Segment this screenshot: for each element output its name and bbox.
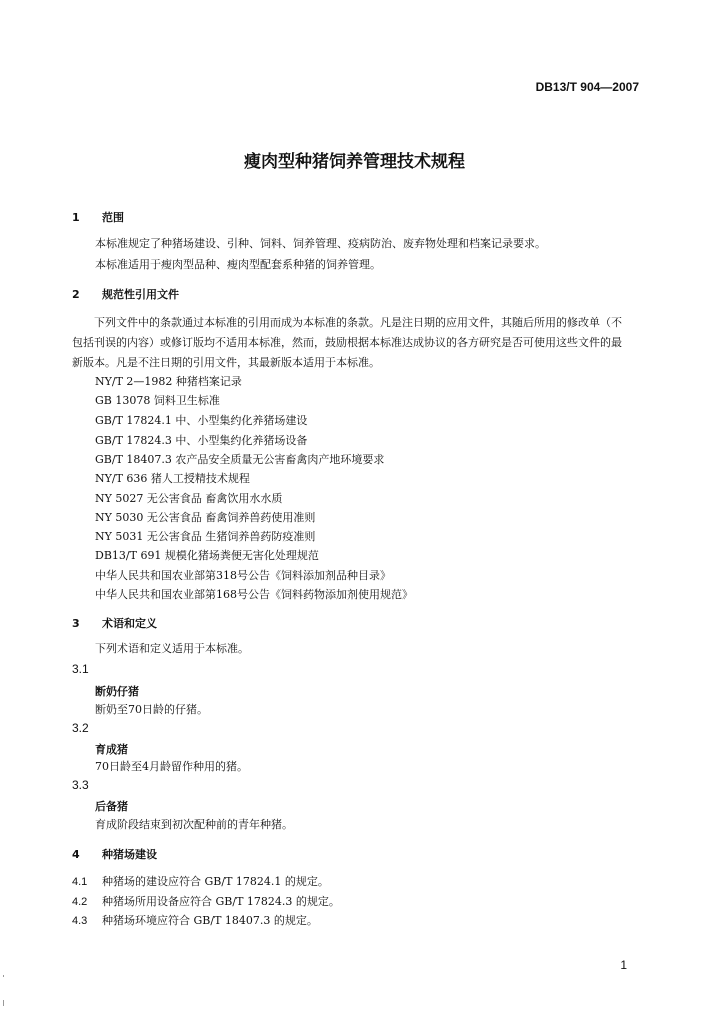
- reference-item: 中华人民共和国农业部第168号公告《饲料药物添加剂使用规范》: [95, 588, 413, 601]
- page-number: 1: [620, 958, 627, 972]
- reference-item: NY 5030 无公害食品 畜禽饲养兽药使用准则: [95, 511, 316, 524]
- paragraph: 下列术语和定义适用于本标准。: [95, 642, 249, 655]
- reference-item: NY/T 2—1982 种猪档案记录: [95, 375, 242, 388]
- section-title: 种猪场建设: [102, 848, 157, 861]
- paragraph: 本标准适用于瘦肉型品种、瘦肉型配套系种猪的饲养管理。: [95, 258, 381, 271]
- clause-text: 种猪场环境应符合 GB/T 18407.3 的规定。: [102, 914, 318, 927]
- section-3-heading: [72, 615, 157, 631]
- reference-item: DB13/T 691 规模化猪场粪便无害化处理规范: [95, 549, 319, 562]
- section-number: 4: [72, 848, 80, 861]
- clause: [72, 912, 318, 928]
- section-2-heading: [72, 286, 179, 302]
- section-title: 规范性引用文件: [102, 288, 179, 301]
- reference-item: GB/T 17824.1 中、小型集约化养猪场建设: [95, 414, 308, 427]
- term-definition: 断奶至70日龄的仔猪。: [95, 703, 208, 716]
- standard-code: DB13/T 904—2007: [535, 80, 639, 94]
- section-number: 3: [72, 617, 80, 630]
- section-title: 范围: [102, 211, 124, 224]
- clause-number: 4.3: [72, 915, 88, 927]
- reference-item: 中华人民共和国农业部第318号公告《饲料添加剂品种目录》: [95, 569, 391, 582]
- clause: [72, 893, 340, 909]
- term-number: 3.1: [72, 662, 89, 676]
- clause-number: 4.1: [72, 876, 88, 888]
- paragraph: 下列文件中的条款通过本标准的引用而成为本标准的条款。凡是注日期的应用文件，其随后所用的修改单（不包括刊误的内容）或修订版均不适用本标准，然而，鼓励根据本标准达成协议的各方研究是否可使用这些文件的最新版本。凡是不注日期的引用文件，其最新版本适用于本标准。: [72, 316, 622, 369]
- clause-text: 种猪场的建设应符合 GB/T 17824.1 的规定。: [102, 875, 329, 888]
- clause-number: 4.2: [72, 896, 88, 908]
- reference-item: GB/T 18407.3 农产品安全质量无公害畜禽肉产地环境要求: [95, 453, 385, 466]
- section-4-heading: [72, 846, 157, 862]
- term-definition: 育成阶段结束到初次配种前的青年种猪。: [95, 818, 293, 831]
- term-name: 后备猪: [95, 800, 128, 813]
- clause-text: 种猪场所用设备应符合 GB/T 17824.3 的规定。: [102, 895, 340, 908]
- section-title: 术语和定义: [102, 617, 157, 630]
- term-number: 3.3: [72, 778, 89, 792]
- paragraph: 本标准规定了种猪场建设、引种、饲料、饲养管理、疫病防治、废弃物处理和档案记录要求。: [95, 237, 546, 250]
- term-name: 断奶仔猪: [95, 685, 139, 698]
- reference-item: GB/T 17824.3 中、小型集约化养猪场设备: [95, 434, 308, 447]
- reference-item: NY 5031 无公害食品 生猪饲养兽药防疫准则: [95, 530, 316, 543]
- term-definition: 70日龄至4月龄留作种用的猪。: [95, 760, 248, 773]
- scan-mark: [3, 1000, 4, 1006]
- scan-mark: [3, 975, 4, 977]
- reference-item: NY/T 636 猪人工授精技术规程: [95, 472, 250, 485]
- clause: [72, 873, 329, 889]
- section-1-heading: [72, 209, 124, 225]
- section-number: 2: [72, 288, 80, 301]
- section-number: 1: [72, 211, 80, 224]
- reference-item: NY 5027 无公害食品 畜禽饮用水水质: [95, 492, 283, 505]
- document-title: 瘦肉型种猪饲养管理技术规程: [244, 152, 465, 172]
- term-name: 育成猪: [95, 743, 128, 756]
- reference-item: GB 13078 饲料卫生标准: [95, 394, 220, 407]
- term-number: 3.2: [72, 721, 89, 735]
